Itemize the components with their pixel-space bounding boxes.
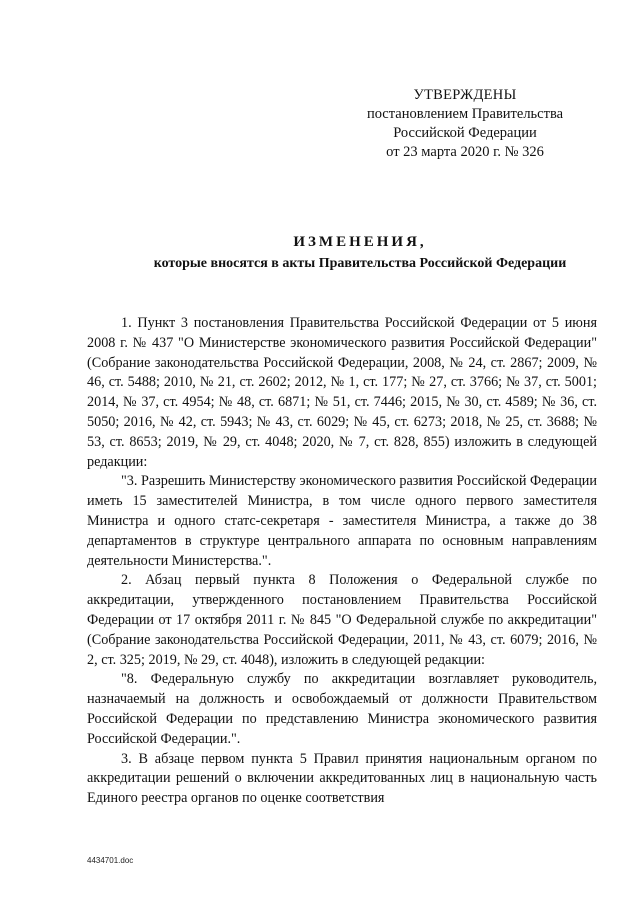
paragraph-4: "8. Федеральную службу по аккредитации возглавляет руководитель, назначаемый на должность и освобождаемый от должности Правительством Российской Федерации по представлению Министра экономического развития Российской Федерации.". — [87, 671, 597, 747]
paragraph-2: "3. Разрешить Министерству экономического развития Российской Федерации иметь 15 заместителей Министра, в том числе одного первого заместителя Министра и одного статс-секретаря - заместителя Министра, а также до 38 департаментов в структуре центрального аппарата по основным направлениям деятельности Министерства.". — [87, 473, 597, 569]
paragraph-1: 1. Пункт 3 постановления Правительства Российской Федерации от 5 июня 2008 г. № 437 "О Министерстве экономического развития Российской Федерации" (Собрание законодательства Российской Федерации, 2008, № 24, ст. 2867; 2009, № 46, ст. 5488; 2010, № 21, ст. 2602; 2012, № 1, ст. 177; № 27, ст. 3766; № 37, ст. 5001; 2014, № 37, ст. 4954; № 48, ст. 6871; № 51, ст. 7446; 2015, № 30, ст. 4589; № 36, ст. 5050; 2016, № 42, ст. 5943; № 43, ст. 6029; № 45, ст. 6273; 2018, № 25, ст. 3688; № 53, ст. 8653; 2019, № 29, ст. 4048; 2020, № 7, ст. 828, 855) изложить в следующей редакции: — [87, 315, 597, 470]
document-subtitle: которые вносятся в акты Правительства Российской Федерации — [153, 256, 567, 271]
approval-line-1: постановлением Правительства — [366, 106, 564, 122]
document-title-block — [80, 232, 640, 274]
file-name-footer: 4434701.doc — [87, 856, 134, 865]
paragraph-3: 2. Абзац первый пункта 8 Положения о Федеральной службе по аккредитации, утвержденного постановлением Правительства Российской Федерации от 17 октября 2011 г. № 845 "О Федеральной службе по аккредитации" (Собрание законодательства Российской Федерации, 2011, № 43, ст. 6079; 2016, № 2, ст. 325; 2019, № 29, ст. 4048), изложить в следующей редакции: — [87, 572, 597, 668]
approval-line-2: Российской Федерации — [393, 125, 537, 141]
document-body — [87, 314, 597, 809]
approval-heading: УТВЕРЖДЕНЫ — [413, 87, 517, 103]
approval-stamp — [360, 86, 570, 162]
approval-line-3: от 23 марта 2020 г. № 326 — [386, 144, 544, 160]
paragraph-5: 3. В абзаце первом пункта 5 Правил принятия национальным органом по аккредитации решений о включении аккредитованных лиц в национальную часть Единого реестра органов по оценке соответствия — [87, 750, 597, 807]
document-title: ИЗМЕНЕНИЯ, — [293, 234, 427, 250]
